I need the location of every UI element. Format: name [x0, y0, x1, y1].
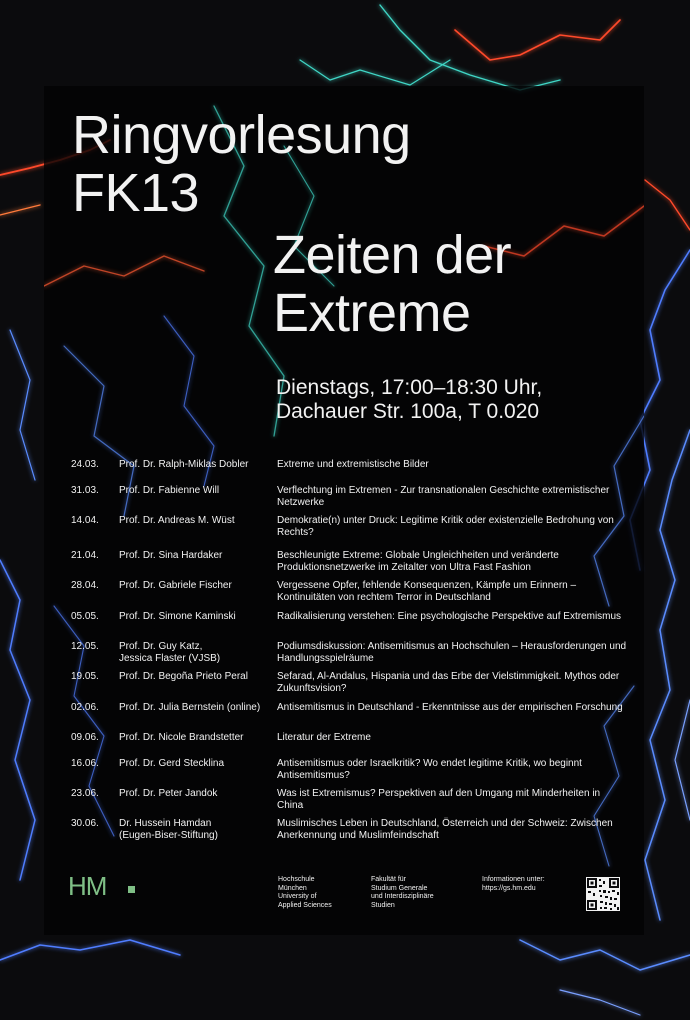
lecture-date: 02.06. — [71, 702, 99, 713]
lecture-speaker: Prof. Dr. Guy Katz, Jessica Flaster (VJSB) — [119, 641, 221, 664]
footer-line: Hochschule — [278, 876, 315, 883]
hm-logo-mark-icon — [128, 886, 135, 893]
series-title — [72, 106, 411, 222]
lecture-date: 31.03. — [71, 485, 99, 496]
lecture-speaker: Prof. Dr. Simone Kaminski — [119, 611, 236, 622]
lecture-date: 12.05. — [71, 641, 99, 652]
lecture-date: 16.06. — [71, 758, 99, 769]
subtitle-line-2: Extreme — [273, 283, 471, 343]
lecture-date: 30.06. — [71, 818, 99, 829]
lecture-topic: Antisemitismus in Deutschland - Erkenntnisse aus der empirischen Forschung — [277, 702, 623, 713]
location-text: Dachauer Str. 100a, T 0.020 — [276, 400, 540, 423]
lecture-topic: Podiumsdiskussion: Antisemitismus an Hochschulen – Herausforderungen und Handlungsspielräume — [277, 641, 627, 664]
series-subtitle — [273, 226, 511, 342]
lecture-topic: Radikalisierung verstehen: Eine psychologische Perspektive auf Extremismus — [277, 611, 622, 622]
footer-line: Studium Generale — [371, 884, 428, 892]
title-line-2: FK13 — [72, 163, 200, 223]
lecture-topic: Demokratie(n) unter Druck: Legitime Kritik oder existenzielle Bedrohung von Rechts? — [277, 515, 614, 538]
lecture-date: 24.03. — [71, 459, 99, 470]
info-block — [482, 876, 572, 893]
footer-line: Fakultät für — [371, 876, 407, 883]
footer-line: Applied Sciences — [278, 901, 332, 909]
poster-panel — [44, 86, 644, 935]
time-text: Dienstags, 17:00–18:30 Uhr, — [276, 376, 543, 399]
lecture-topic: Vergessene Opfer, fehlende Konsequenzen, Kämpfe um Erinnern – Kontinuitäten von rechtem Terror in Deutschland — [277, 580, 577, 603]
lecture-topic: Muslimisches Leben in Deutschland, Österreich und der Schweiz: Zwischen Anerkennung und Muslimfeindschaft — [277, 818, 613, 841]
lecture-speaker: Prof. Dr. Gerd Stecklina — [119, 758, 225, 769]
qr-code-icon — [586, 877, 620, 911]
footer-line: München — [278, 884, 307, 892]
faculty-name — [371, 876, 461, 910]
lecture-date: 05.05. — [71, 611, 99, 622]
lecture-speaker: Prof. Dr. Nicole Brandstetter — [119, 732, 244, 743]
lecture-speaker: Prof. Dr. Julia Bernstein (online) — [119, 702, 261, 713]
lecture-topic: Was ist Extremismus? Perspektiven auf den Umgang mit Minderheiten in China — [277, 788, 601, 811]
lecture-date: 09.06. — [71, 732, 99, 743]
lecture-topic: Antisemitismus oder Israelkritik? Wo endet legitime Kritik, wo beginnt Antisemitismus? — [277, 758, 582, 781]
lecture-topic: Extreme und extremistische Bilder — [277, 459, 429, 470]
lecture-date: 28.04. — [71, 580, 99, 591]
lecture-date: 23.06. — [71, 788, 99, 799]
footer-line: und Interdisziplinäre — [371, 893, 434, 900]
footer-line: Studien — [371, 901, 395, 909]
lecture-speaker: Prof. Dr. Sina Hardaker — [119, 550, 223, 561]
lecture-date: 21.04. — [71, 550, 99, 561]
subtitle-line-1: Zeiten der — [273, 225, 512, 285]
title-line-1: Ringvorlesung — [72, 105, 411, 165]
lecture-topic: Verflechtung im Extremen - Zur transnationalen Geschichte extremistischer Netzwerke — [277, 485, 610, 508]
lecture-topic: Literatur der Extreme — [277, 732, 371, 743]
lecture-speaker: Prof. Dr. Begoña Prieto Peral — [119, 671, 248, 682]
time-location — [276, 376, 542, 424]
lecture-topic: Sefarad, Al-Andalus, Hispania und das Erbe der Vielstimmigkeit. Mythos oder Zukunftsvision? — [277, 671, 620, 694]
info-label: Informationen unter: — [482, 876, 545, 883]
lecture-topic: Beschleunigte Extreme: Globale Ungleichheiten und veränderte Produktionsnetzwerke im Zeitalter von Ultra Fast Fashion — [277, 550, 559, 573]
poster-footer — [44, 871, 644, 924]
hm-logo: HM — [68, 871, 107, 901]
footer-line: University of — [278, 893, 317, 900]
lecture-speaker: Dr. Hussein Hamdan (Eugen-Biser-Stiftung) — [119, 818, 218, 841]
lecture-speaker: Prof. Dr. Gabriele Fischer — [119, 580, 232, 591]
lecture-date: 14.04. — [71, 515, 99, 526]
lecture-speaker: Prof. Dr. Andreas M. Wüst — [119, 515, 235, 526]
university-name — [278, 876, 358, 910]
lecture-date: 19.05. — [71, 671, 99, 682]
lecture-speaker: Prof. Dr. Fabienne Will — [119, 485, 220, 496]
info-link[interactable]: https://gs.hm.edu — [482, 884, 536, 892]
lecture-speaker: Prof. Dr. Peter Jandok — [119, 788, 218, 799]
lecture-speaker: Prof. Dr. Ralph-Miklas Dobler — [119, 459, 249, 470]
